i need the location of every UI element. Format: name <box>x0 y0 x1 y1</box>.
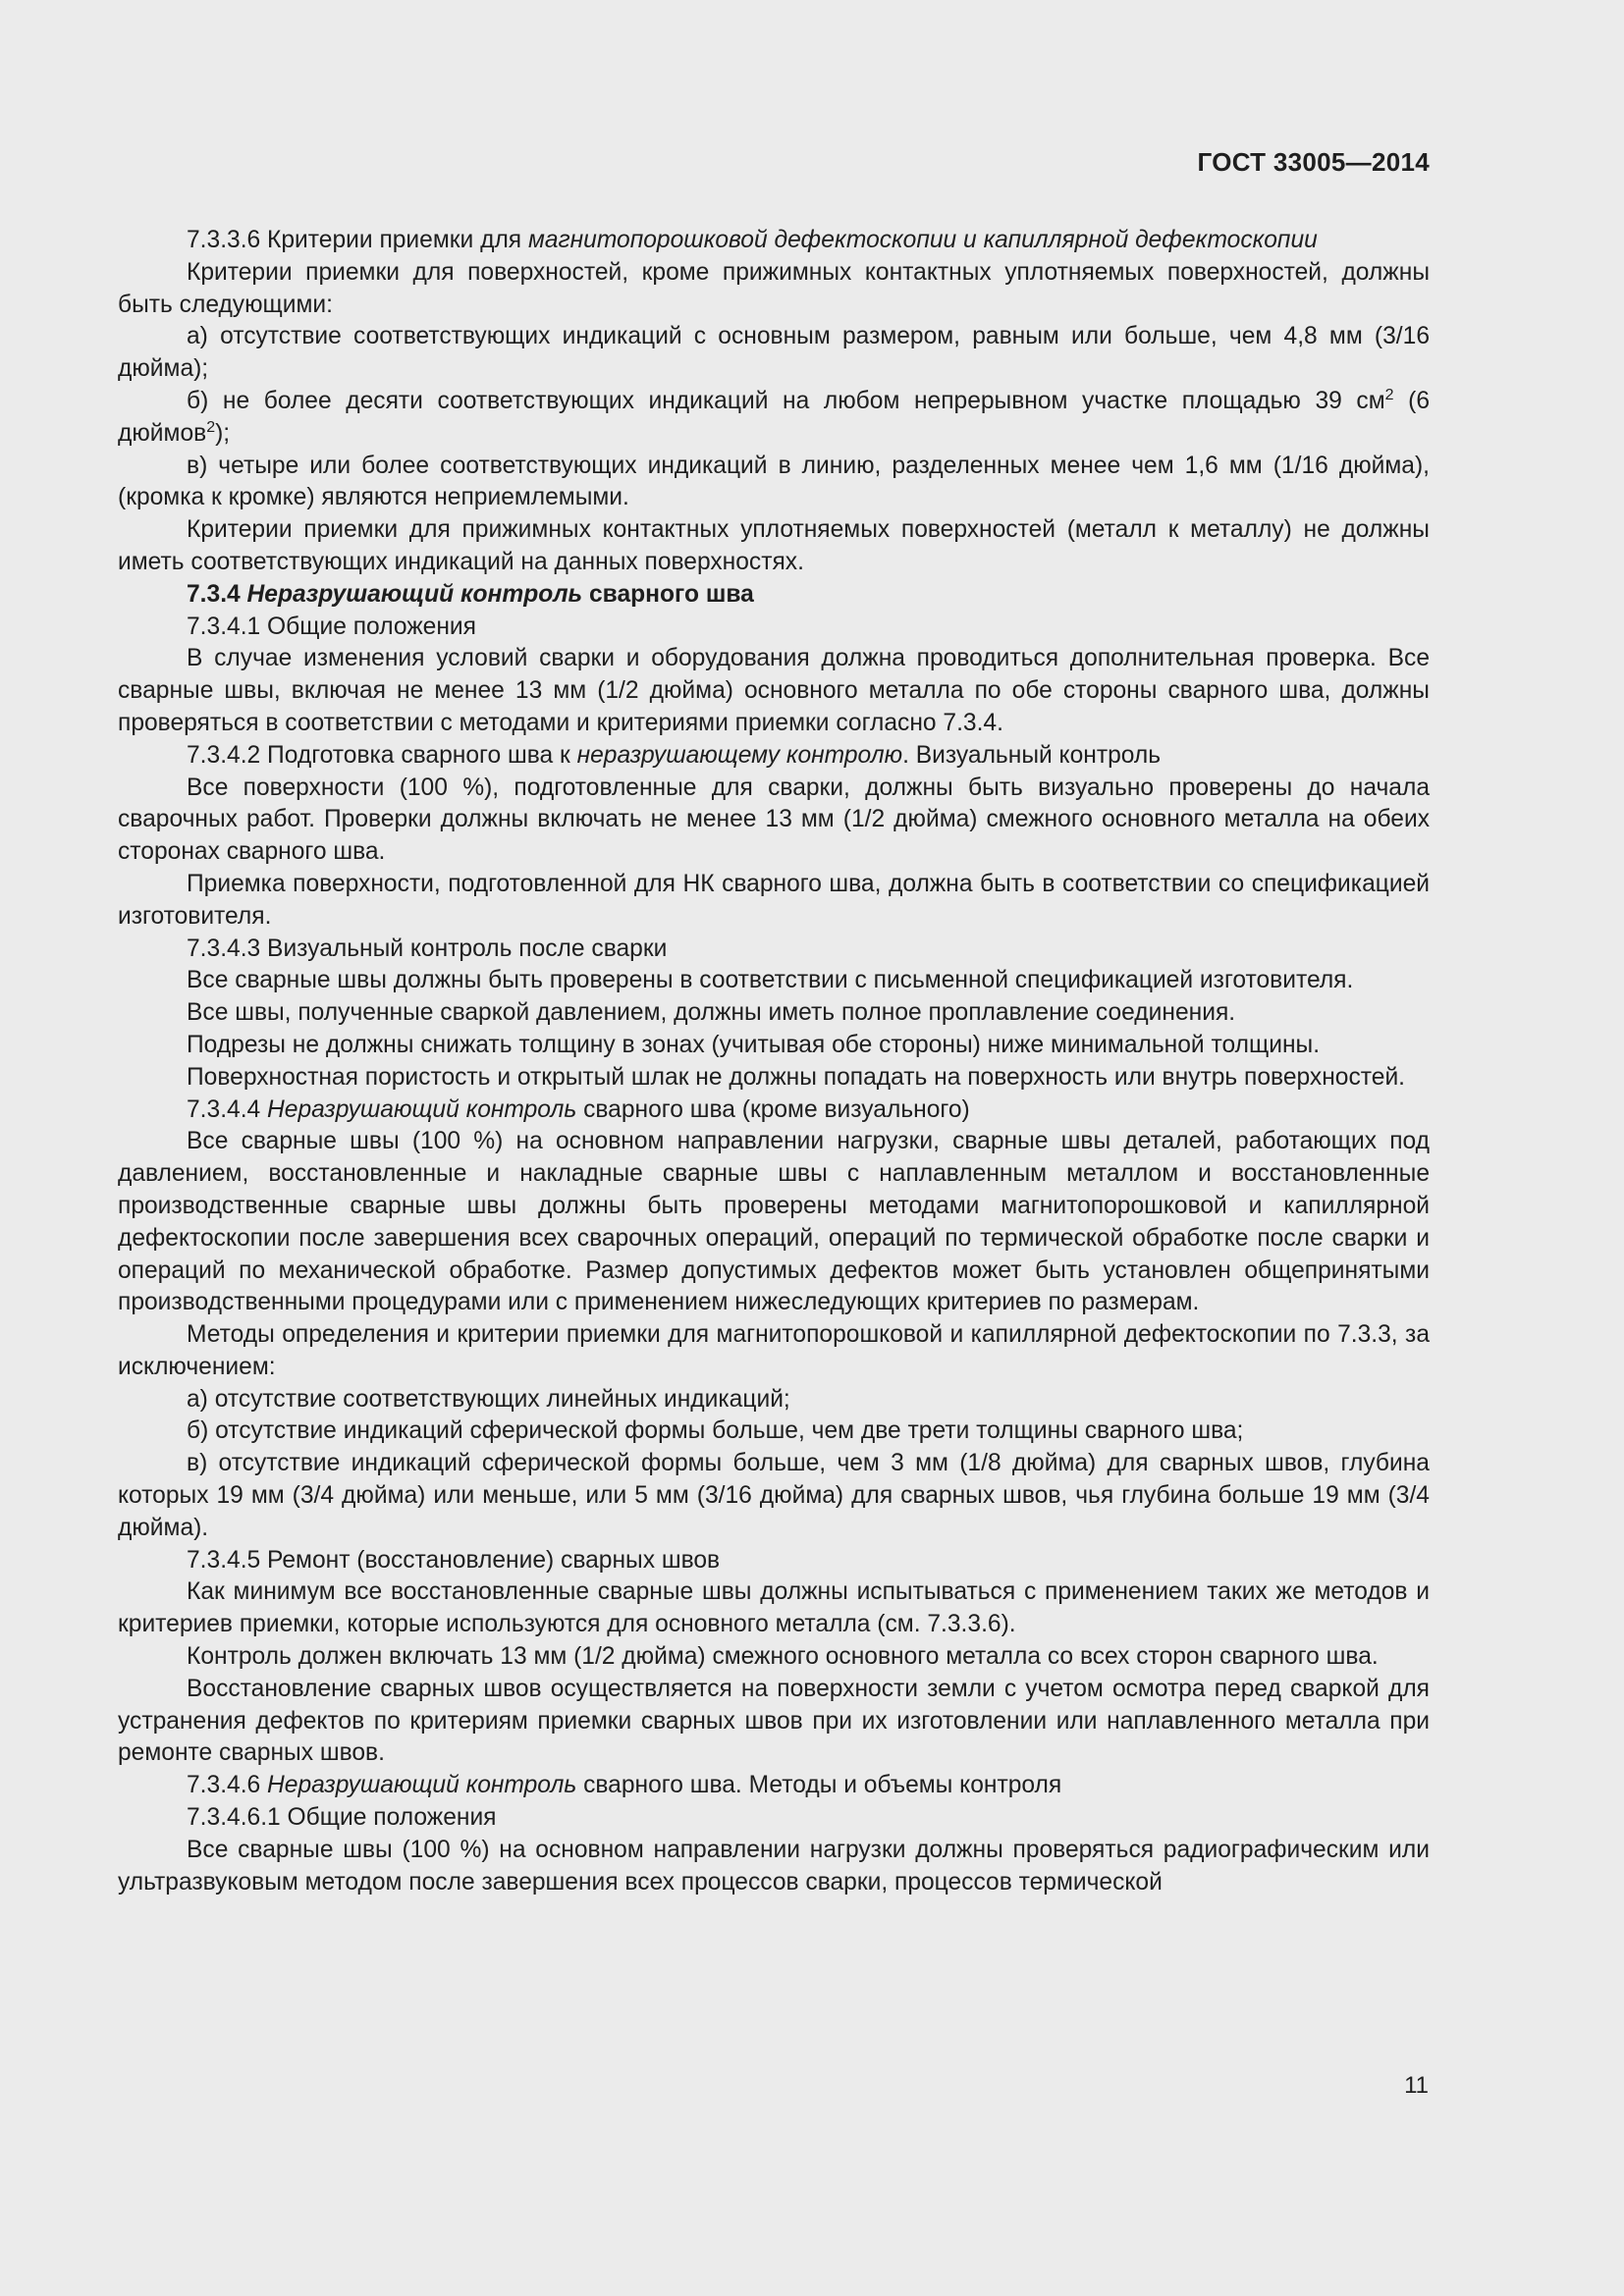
list-item-c: в) отсутствие индикаций сферической формы больше, чем 3 мм (1/8 дюйма) для сварных швов, глубина которых 19 мм (3/4 дюйма) или меньше, или 5 мм (3/16 дюйма) для сварных швов, чья глубина больше 19 мм (3/4 дюйма). <box>118 1450 1430 1541</box>
section-title-italic: Неразрушающий контроль <box>246 580 583 608</box>
paragraph: Контроль должен включать 13 мм (1/2 дюйма) смежного основного металла со всех сторон сварного шва. <box>187 1643 1379 1671</box>
text-run: 7.3.4.2 Подготовка сварного шва к <box>187 741 577 769</box>
section-7-3-4-1-heading: 7.3.4.1 Общие положения <box>187 613 476 640</box>
text-run: сварного шва (кроме визуального) <box>576 1095 970 1123</box>
section-title-italic: магнитопорошковой дефектоскопии и капиллярной дефектоскопии <box>527 227 1318 253</box>
section-7-3-4-6-1-heading: 7.3.4.6.1 Общие положения <box>187 1804 497 1832</box>
text-run: 7.3.4.6 <box>187 1772 268 1799</box>
section-7-3-4-5-heading: 7.3.4.5 Ремонт (восстановление) сварных швов <box>187 1546 721 1574</box>
paragraph: В случае изменения условий сварки и оборудования должна проводиться дополнительная проверка. Все сварные швы, включая не менее 13 мм (1/2 дюйма) основного металла по обе стороны сварного шва, должны проверяться в соответствии с методами и критериями приемки согласно 7.3.4. <box>118 645 1430 736</box>
text-run: ); <box>215 419 231 447</box>
document-code-header: ГОСТ 33005—2014 <box>1197 147 1430 177</box>
section-7-3-4-3-heading: 7.3.4.3 Визуальный контроль после сварки <box>187 934 668 962</box>
paragraph: Все поверхности (100 %), подготовленные для сварки, должны быть визуально проверены до начала сварочных работ. Проверки должны включать не менее 13 мм (1/2 дюйма) смежного основного металла на обеих сторонах сварного шва. <box>118 774 1430 866</box>
document-body <box>118 225 1430 1898</box>
paragraph: Все сварные швы (100 %) на основном направлении нагрузки должны проверяться радиографическим или ультразвуковым методом после завершения всех процессов сварки, процессов термической <box>118 1836 1430 1896</box>
section-7-3-4-4-heading <box>118 1095 1430 1127</box>
paragraph: Как минимум все восстановленные сварные швы должны испытываться с применением таких же методов и критериев приемки, которые используются для основного металла (см. 7.3.3.6). <box>118 1578 1430 1638</box>
paragraph: Критерии приемки для поверхностей, кроме прижимных контактных уплотняемых поверхностей, должны быть следующими: <box>118 258 1430 318</box>
paragraph: Восстановление сварных швов осуществляется на поверхности земли с учетом осмотра перед сваркой для устранения дефектов по критериям приемки сварных швов при их изготовлении или наплавленного металла при ремонте сварных швов. <box>118 1675 1430 1767</box>
text-run: (6 дюймов <box>118 387 1430 447</box>
text-run: . Визуальный контроль <box>902 741 1162 769</box>
list-item-c: в) четыре или более соответствующих индикаций в линию, разделенных менее чем 1,6 мм (1/16 дюйма), (кромка к кромке) являются неприемлемыми. <box>118 452 1430 511</box>
page-number: 11 <box>1404 2072 1429 2099</box>
paragraph: Все швы, полученные сваркой давлением, должны иметь полное проплавление соединения. <box>187 999 1236 1027</box>
list-item-b <box>118 386 1430 451</box>
section-7-3-4-6-heading <box>118 1770 1430 1802</box>
superscript: 2 <box>1384 386 1394 403</box>
paragraph: Поверхностная пористость и открытый шлак не должны попадать на поверхность или внутрь поверхностей. <box>187 1063 1406 1091</box>
text-run: 7.3.4.4 <box>187 1095 268 1123</box>
text-run: б) не более десяти соответствующих индикаций на любом непрерывном участке площадью 39 см <box>187 387 1385 414</box>
paragraph: Подрезы не должны снижать толщину в зонах (учитывая обе стороны) ниже минимальной толщины. <box>187 1031 1321 1058</box>
section-number: 7.3.3.6 Критерии приемки для <box>187 227 528 253</box>
section-7-3-4-2-heading <box>118 740 1430 773</box>
paragraph: Все сварные швы (100 %) на основном направлении нагрузки, сварные швы деталей, работающих под давлением, восстановленные и накладные сварные швы с наплавленным металлом и восстановленные производственные сварные швы должны быть проверены методами магнитопорошковой и капиллярной дефектоскопии после завершения всех сварочных операций, операций по термической обработке после сварки и операций по механической обработке. Размер допустимых дефектов может быть установлен общепринятыми производственными процедурами или с применением нижеследующих критериев по размерам. <box>118 1128 1430 1316</box>
section-7-3-4-heading <box>118 579 1430 612</box>
paragraph: Методы определения и критерии приемки для магнитопорошковой и капиллярной дефектоскопии по 7.3.3, за исключением: <box>118 1321 1430 1380</box>
list-item-a: а) отсутствие соответствующих индикаций с основным размером, равным или больше, чем 4,8 мм (3/16 дюйма); <box>118 323 1430 383</box>
list-item-b: б) отсутствие индикаций сферической формы больше, чем две трети толщины сварного шва; <box>187 1417 1244 1445</box>
paragraph: Критерии приемки для прижимных контактных уплотняемых поверхностей (металл к металлу) не должны иметь соответствующих индикаций на данных поверхностях. <box>118 516 1430 575</box>
section-7-3-3-6-heading <box>118 225 1430 257</box>
text-run-italic: Неразрушающий контроль <box>267 1772 577 1799</box>
section-number: 7.3.4 <box>187 580 247 608</box>
text-run-italic: Неразрушающий контроль <box>267 1095 577 1123</box>
text-run-italic: неразрушающему контролю <box>576 741 903 769</box>
text-run: сварного шва. Методы и объемы контроля <box>576 1772 1062 1799</box>
paragraph: Все сварные швы должны быть проверены в соответствии с письменной спецификацией изготовителя. <box>187 967 1354 994</box>
superscript: 2 <box>206 418 216 436</box>
list-item-a: а) отсутствие соответствующих линейных индикаций; <box>187 1385 790 1413</box>
section-title-rest: сварного шва <box>582 580 754 608</box>
paragraph: Приемка поверхности, подготовленной для НК сварного шва, должна быть в соответствии со спецификацией изготовителя. <box>118 870 1430 930</box>
